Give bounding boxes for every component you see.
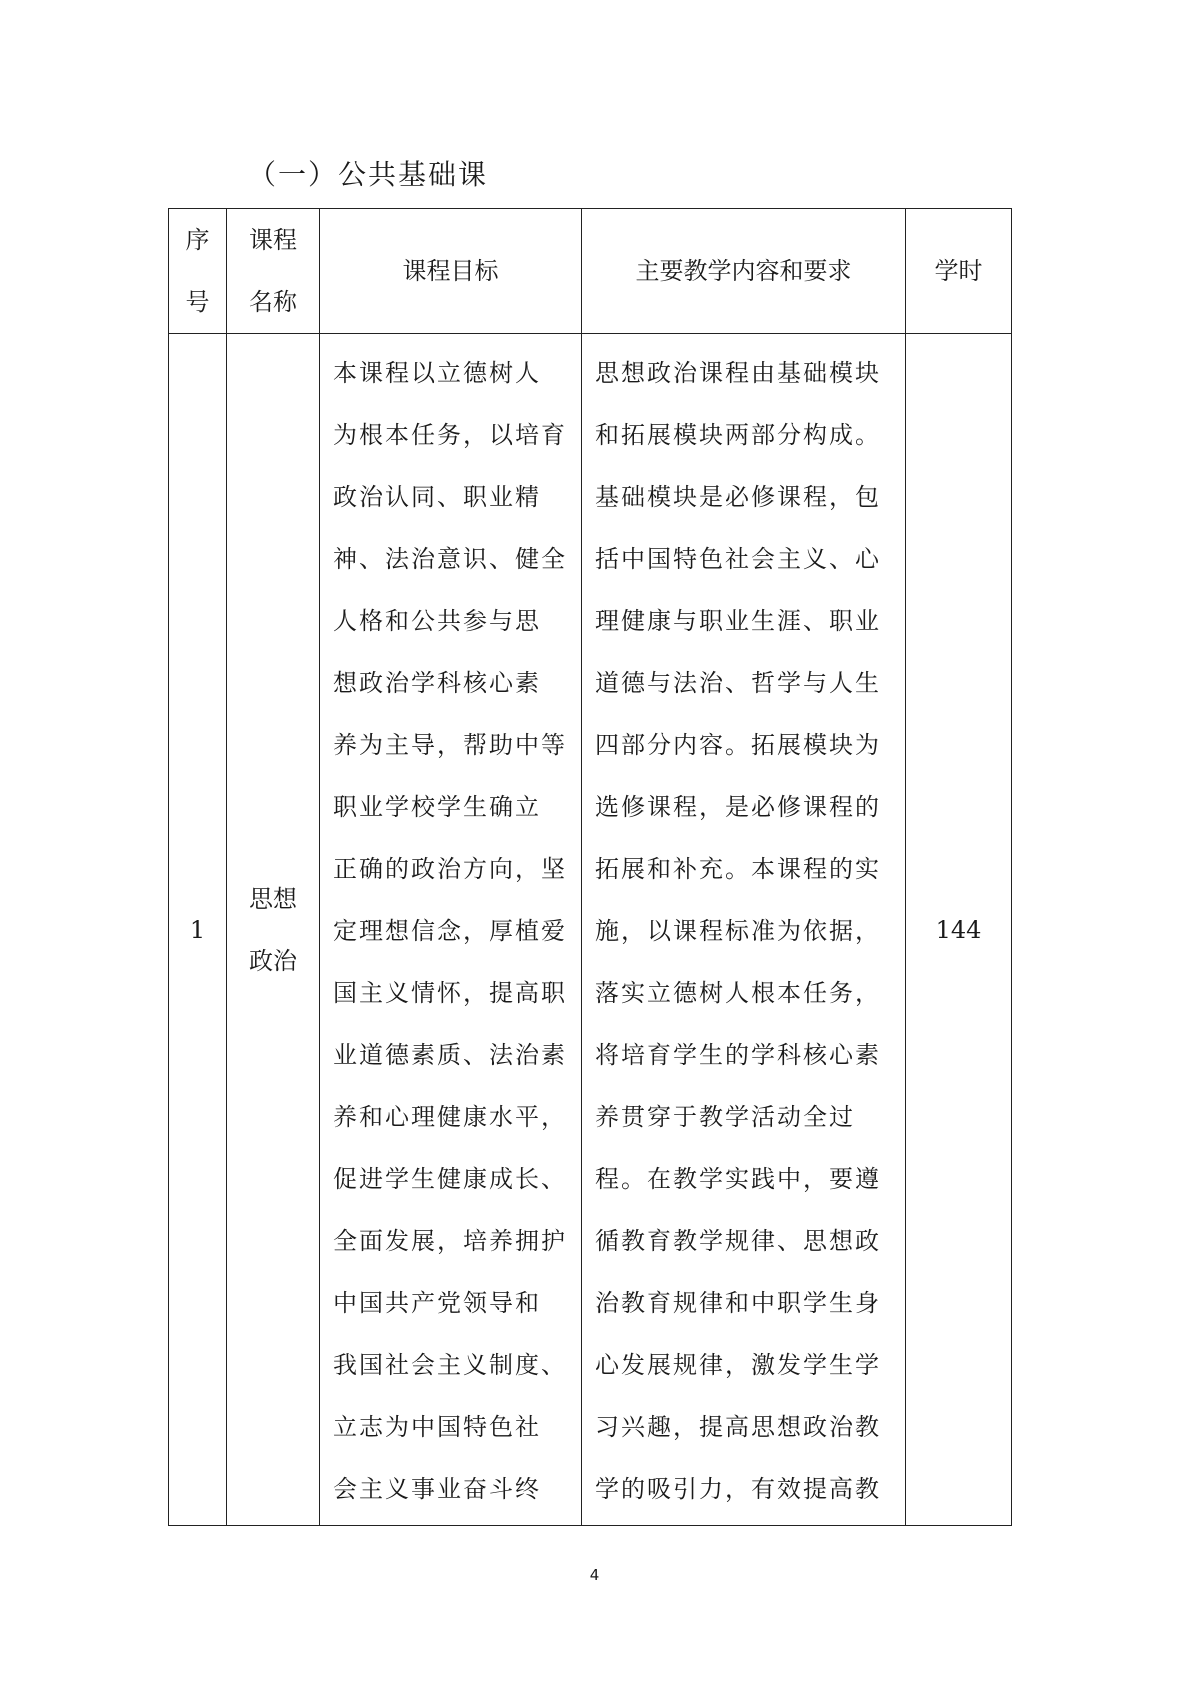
table-header [169, 209, 1012, 334]
table-row [169, 334, 1012, 1526]
row-index-cell [169, 334, 227, 1526]
content-line: 习兴趣，提高思想政治教 [595, 1413, 881, 1441]
objective-line: 本课程以立德树人 [333, 359, 541, 387]
header-name-line-2: 名称 [249, 288, 297, 316]
header-index-line-1: 序 [185, 226, 210, 254]
row-course-name-cell [227, 334, 320, 1526]
content-line: 养贯穿于教学活动全过 [595, 1103, 855, 1131]
row-content-cell [582, 334, 906, 1526]
header-course-objective [320, 209, 582, 334]
header-index-line-2: 号 [185, 288, 210, 316]
header-hours-label: 学时 [934, 257, 983, 285]
objective-line: 为根本任务，以培育 [333, 421, 567, 449]
objective-line: 国主义情怀，提高职 [333, 979, 567, 1007]
objective-line: 想政治学科核心素 [333, 669, 541, 697]
header-content-label: 主要教学内容和要求 [635, 257, 852, 285]
objective-line: 养为主导，帮助中等 [333, 731, 567, 759]
content-line: 思想政治课程由基础模块 [595, 359, 881, 387]
content-line: 学的吸引力，有效提高教 [595, 1475, 881, 1503]
objective-line: 人格和公共参与思 [333, 607, 541, 635]
content-line: 理健康与职业生涯、职业 [595, 607, 881, 635]
objective-line: 养和心理健康水平， [333, 1103, 567, 1131]
header-objective-label: 课程目标 [402, 257, 499, 285]
objective-line: 促进学生健康成长、 [333, 1165, 567, 1193]
objective-line: 神、法治意识、健全 [333, 545, 567, 573]
content-line: 循教育教学规律、思想政 [595, 1227, 881, 1255]
row-hours-cell [906, 334, 1012, 1526]
objective-line: 全面发展，培养拥护 [333, 1227, 567, 1255]
header-hours [906, 209, 1012, 334]
content-line: 治教育规律和中职学生身 [595, 1289, 881, 1317]
content-line: 心发展规律，激发学生学 [595, 1351, 881, 1379]
objective-line: 会主义事业奋斗终 [333, 1475, 541, 1503]
content-line: 落实立德树人根本任务， [595, 979, 881, 1007]
content-line: 施，以课程标准为依据， [595, 917, 881, 945]
section-title: （一）公共基础课 [248, 158, 489, 191]
content-line: 道德与法治、哲学与人生 [595, 669, 881, 697]
content-line: 四部分内容。拓展模块为 [595, 731, 881, 759]
header-course-name [227, 209, 320, 334]
header-row [169, 209, 1012, 334]
objective-line: 中国共产党领导和 [333, 1289, 541, 1317]
objective-line: 职业学校学生确立 [333, 793, 541, 821]
course-name-line-2: 政治 [249, 946, 297, 975]
course-name-line-1: 思想 [249, 884, 297, 913]
content-line: 将培育学生的学科核心素 [595, 1041, 881, 1069]
content-line: 拓展和补充。本课程的实 [595, 855, 881, 883]
objective-line: 定理想信念，厚植爱 [333, 917, 567, 945]
row-index: 1 [189, 915, 206, 944]
content-line: 和拓展模块两部分构成。 [595, 421, 881, 449]
header-name-line-1: 课程 [249, 226, 297, 254]
course-table [168, 208, 1012, 1526]
objective-line: 业道德素质、法治素 [333, 1041, 567, 1069]
objective-line: 正确的政治方向，坚 [333, 855, 567, 883]
content-line: 括中国特色社会主义、心 [595, 545, 881, 573]
row-hours: 144 [935, 915, 982, 944]
content-line: 程。在教学实践中，要遵 [595, 1165, 881, 1193]
header-main-content [582, 209, 906, 334]
header-index [169, 209, 227, 334]
page-number: 4 [589, 1566, 600, 1584]
objective-line: 立志为中国特色社 [333, 1413, 541, 1441]
objective-line: 我国社会主义制度、 [333, 1351, 567, 1379]
row-objective-cell [320, 334, 582, 1526]
content-line: 选修课程，是必修课程的 [595, 793, 881, 821]
objective-line: 政治认同、职业精 [333, 483, 541, 511]
content-line: 基础模块是必修课程，包 [595, 483, 881, 511]
